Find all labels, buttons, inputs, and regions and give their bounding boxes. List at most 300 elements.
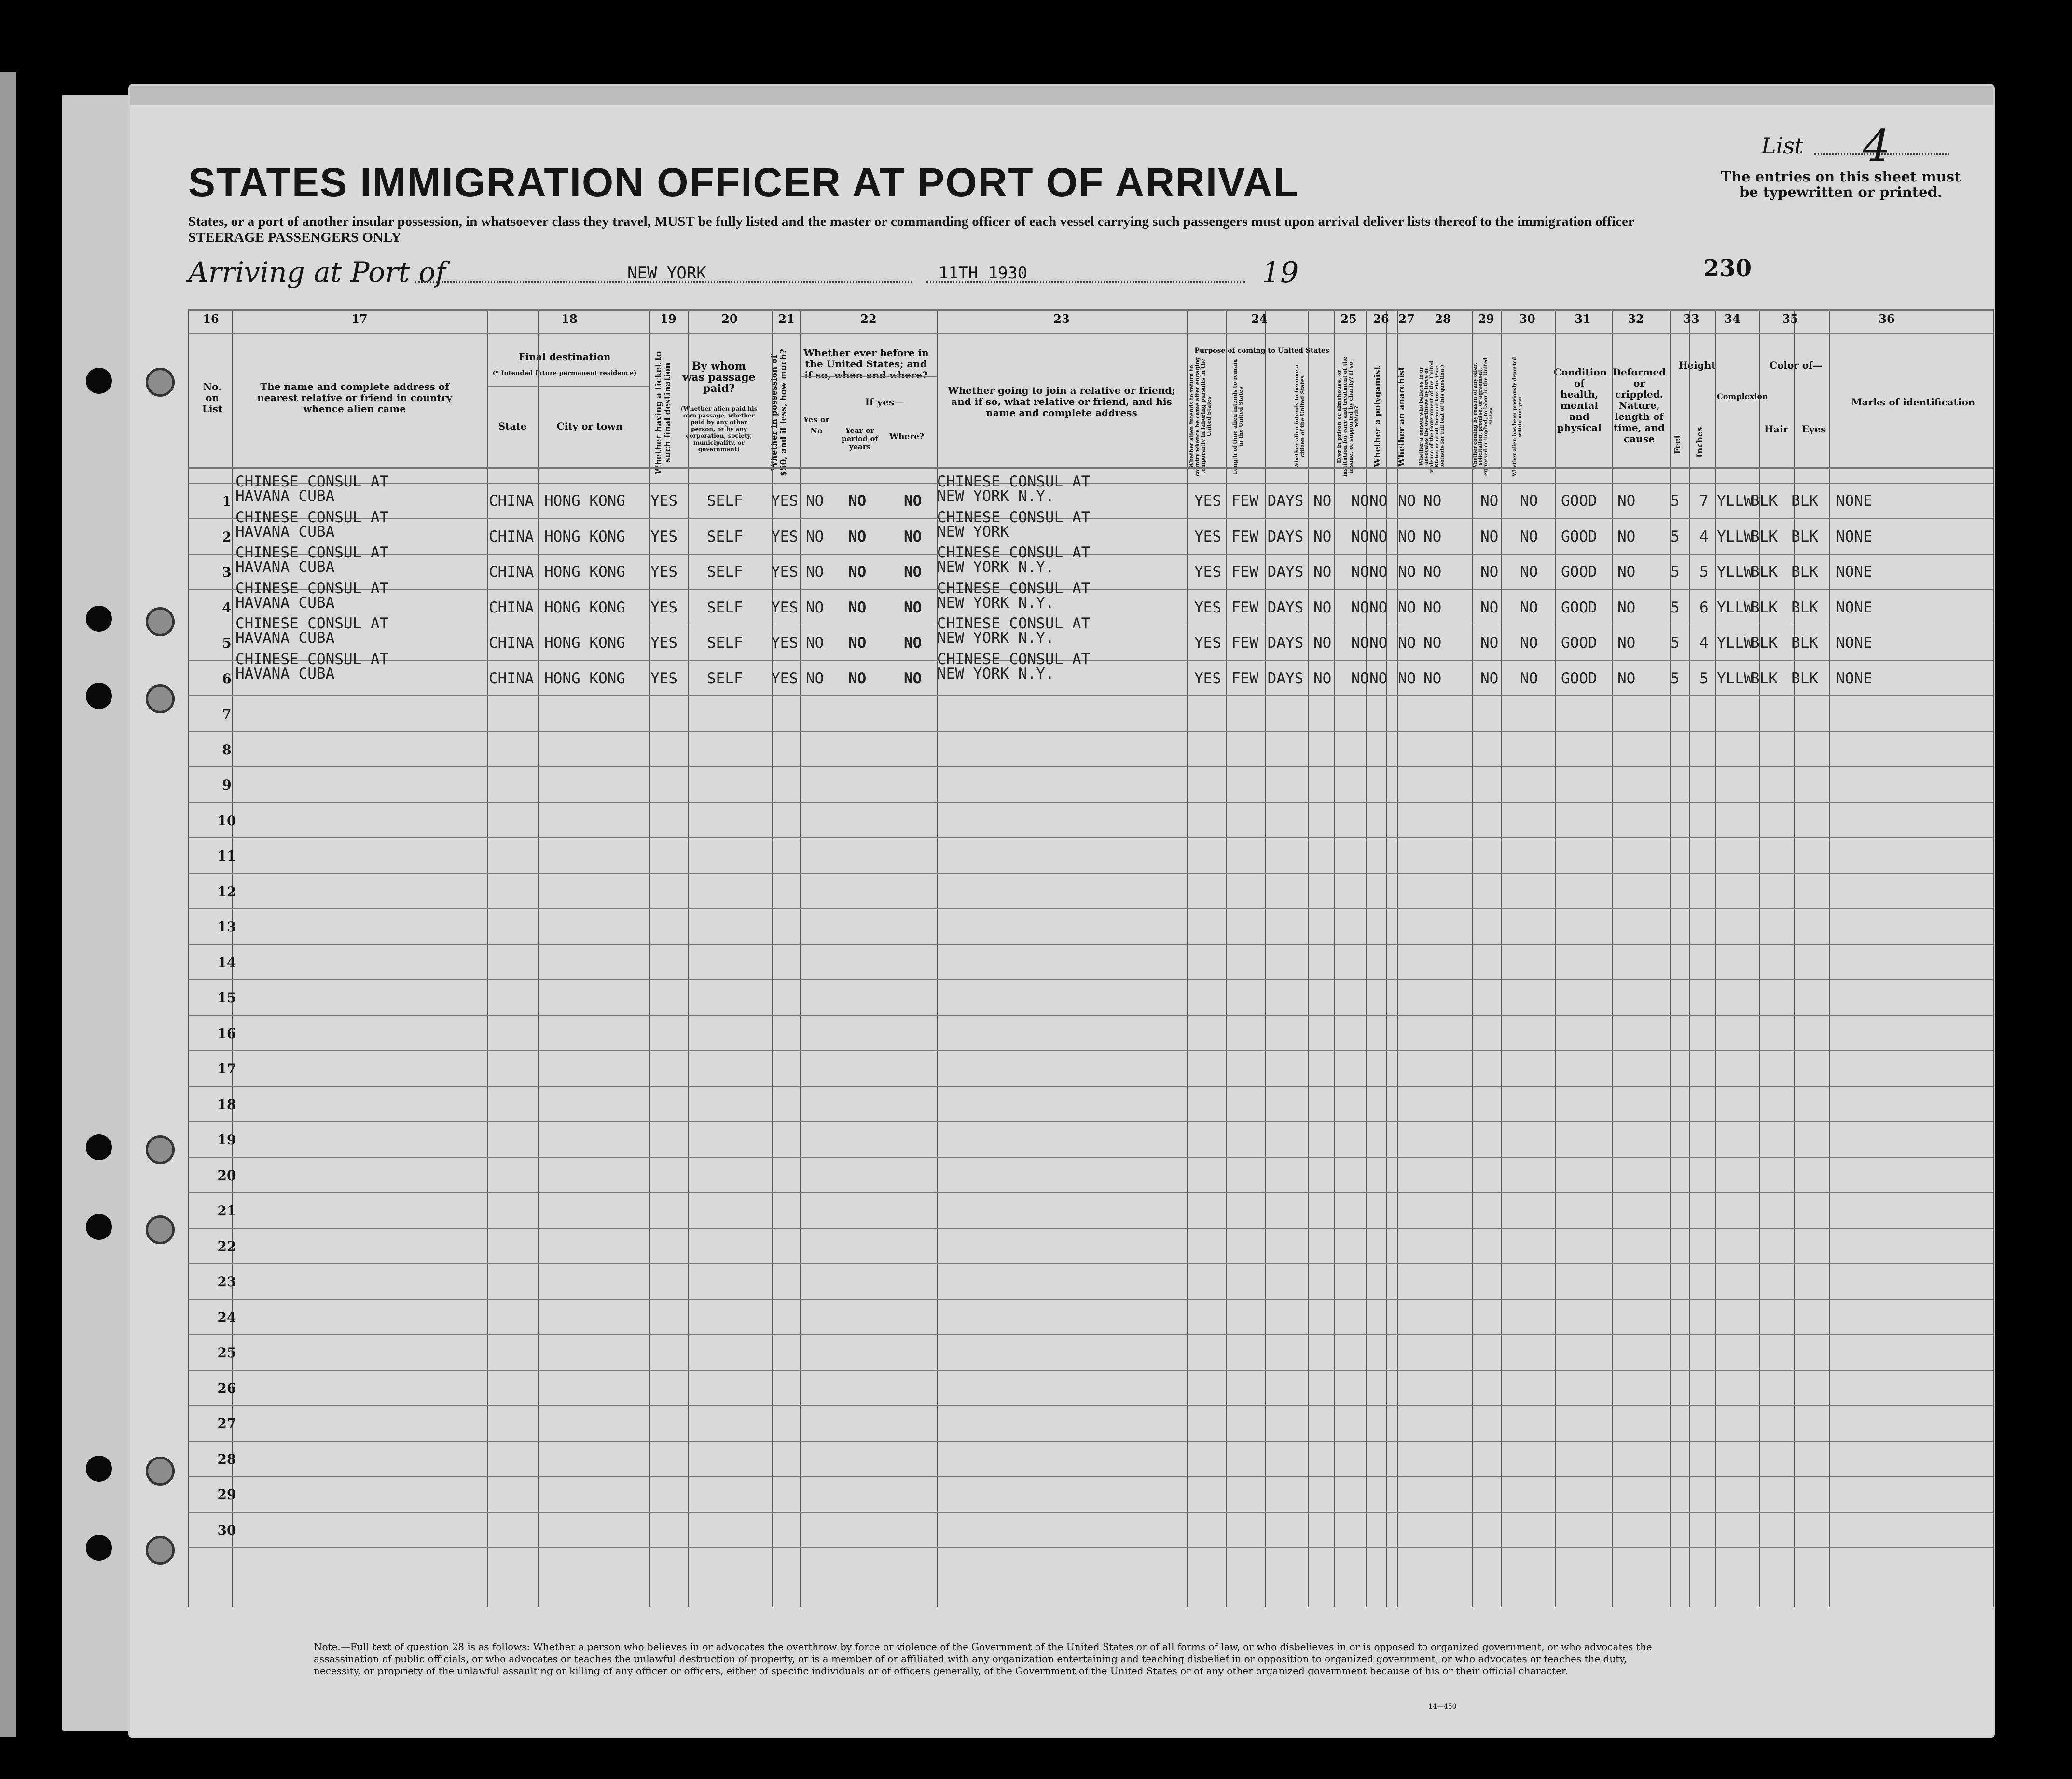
table-cell: CHINESE CONSUL AT	[235, 509, 389, 526]
table-cell: HONG KONG	[544, 599, 625, 616]
table-cell: NO	[806, 492, 824, 510]
row-number: 1	[222, 493, 232, 509]
table-cell: NONE	[1836, 492, 1872, 510]
table-cell: YES	[650, 563, 677, 581]
column-number: 16	[203, 312, 219, 326]
table-cell: NO	[1480, 670, 1499, 687]
col19-header: Whether having a ticket to such final destination	[654, 351, 673, 474]
table-cell: NO	[1398, 492, 1416, 510]
row-rule	[188, 1547, 1993, 1548]
row-rule	[188, 467, 1993, 469]
col24-header: Purpose of coming to United States	[1194, 347, 1329, 355]
table-cell: NO	[904, 634, 922, 652]
table-cell: NONE	[1836, 634, 1872, 652]
row-number: 30	[217, 1522, 236, 1538]
table-cell: NO	[904, 563, 922, 581]
table-cell: NO	[1617, 634, 1636, 652]
row-number: 21	[217, 1203, 236, 1219]
row-number: 11	[217, 848, 236, 864]
table-cell: NO	[904, 492, 922, 510]
column-number: 36	[1879, 312, 1895, 326]
row-rule	[188, 309, 1993, 311]
column-number: 33	[1683, 312, 1699, 326]
table-cell: CHINA	[489, 599, 534, 616]
row-number: 10	[217, 813, 236, 829]
row-rule	[188, 908, 1993, 909]
table-cell: NONE	[1836, 670, 1872, 687]
binder-hole	[86, 368, 112, 394]
col16-header: No. on List	[202, 381, 223, 415]
row-rule	[188, 554, 1993, 555]
row-rule	[188, 766, 1993, 767]
table-cell: NONE	[1836, 599, 1872, 616]
table-cell: NO	[1480, 599, 1499, 616]
binder-hole	[146, 368, 175, 397]
col24b-header: Length of time alien intends to remain in the United States	[1232, 359, 1244, 474]
row-number: 9	[222, 777, 232, 793]
table-cell: NO	[1313, 670, 1332, 687]
col18-city-header: City or town	[556, 420, 623, 432]
footnote: Note.—Full text of question 28 is as follows: Whether a person who believes in or advocates the overthrow by force or violence of the Government of the United States or of all forms of law, or who disbelieves in or is opposed to organized government, or who advocates the assassination of public officials, or who advocates or teaches the unlawful destruction of property, or is a member of or affiliated with any organization entertaining and teaching disbelief in or opposition to organized government, or who advocates or teaches the duty, necessity, or propriety of the unlawful assaulting or killing of any officer or officers, either of specific individuals or of officers generally, of the Government of the United States or of any other organized government because of his or their official character.	[314, 1641, 1652, 1677]
table-cell: NO	[806, 634, 824, 652]
table-cell: CHINESE CONSUL AT	[937, 509, 1091, 526]
table-cell: BLK	[1791, 634, 1818, 652]
column-rule	[1555, 309, 1556, 1607]
table-cell: GOOD	[1561, 492, 1597, 510]
col22-year: Year or period of years	[842, 426, 878, 451]
sheet-number: 230	[1703, 255, 1752, 282]
table-cell: FEW DAYS	[1231, 670, 1304, 687]
row-rule	[188, 1050, 1993, 1051]
table-cell: NO	[1520, 634, 1538, 652]
binder-hole	[86, 1535, 112, 1561]
row-rule	[188, 1192, 1993, 1193]
column-rule	[1501, 309, 1502, 1607]
table-cell: FEW DAYS	[1231, 492, 1304, 510]
table-cell: CHINESE CONSUL AT	[937, 544, 1091, 561]
sheet-top-edge	[130, 86, 1993, 105]
column-rule	[688, 309, 689, 1607]
column-rule	[188, 309, 189, 1607]
col30-header: Whether alien has been previously deported within one year	[1512, 357, 1523, 476]
table-cell: BLK	[1791, 670, 1818, 687]
list-number: 4	[1863, 121, 1891, 171]
table-cell: YES	[1194, 563, 1221, 581]
col35-hair: Hair	[1764, 423, 1788, 435]
col26-header: Whether a polygamist	[1373, 366, 1382, 467]
table-cell: 5	[1699, 670, 1709, 687]
column-number: 31	[1575, 312, 1591, 326]
table-cell: NO	[848, 563, 867, 581]
column-number: 20	[721, 312, 738, 326]
table-cell: HONG KONG	[544, 528, 625, 545]
table-cell: CHINESE CONSUL AT	[235, 544, 389, 561]
table-cell: NO	[806, 599, 824, 616]
table-cell: YES	[650, 492, 677, 510]
table-cell: YLLW	[1717, 670, 1753, 687]
table-cell: CHINESE CONSUL AT	[937, 473, 1091, 490]
col18-note: (* Intended future permanent residence)	[492, 370, 637, 377]
table-cell: NO	[1520, 528, 1538, 545]
col33-header: Height	[1678, 360, 1716, 371]
table-cell: YLLW	[1717, 492, 1753, 510]
column-rule	[1993, 309, 1994, 1607]
column-rule	[1715, 309, 1716, 1607]
table-cell: BLK	[1751, 528, 1778, 545]
column-rule	[1829, 309, 1830, 1607]
column-number: 29	[1478, 312, 1494, 326]
table-cell: CHINESE CONSUL AT	[937, 580, 1091, 597]
row-rule	[188, 1441, 1993, 1442]
table-cell: 5	[1671, 599, 1680, 616]
table-cell: NO	[1480, 563, 1499, 581]
col25-header: Ever in prison or almshouse, or institution for care and treatment of the insane, or supported by charity? If so, which?	[1336, 356, 1360, 477]
row-rule	[188, 802, 1993, 803]
table-cell: NO	[1617, 528, 1636, 545]
table-cell: HAVANA CUBA	[235, 523, 335, 541]
table-cell: NO	[806, 528, 824, 545]
col34-header: Complexion	[1717, 392, 1768, 401]
table-cell: NO	[848, 634, 867, 652]
table-cell: NEW YORK	[937, 523, 1009, 541]
column-number: 26	[1373, 312, 1389, 326]
table-cell: NO	[1398, 599, 1416, 616]
table-cell: NO	[1369, 528, 1388, 545]
column-number: 25	[1340, 312, 1357, 326]
table-cell: HONG KONG	[544, 492, 625, 510]
table-cell: SELF	[707, 634, 743, 652]
row-number: 2	[222, 529, 232, 545]
table-cell: NO	[1520, 492, 1538, 510]
table-cell: YLLW	[1717, 563, 1753, 581]
row-rule	[188, 873, 1993, 874]
table-cell: YLLW	[1717, 634, 1753, 652]
table-cell: NO	[1369, 563, 1388, 581]
row-number: 26	[217, 1380, 236, 1396]
table-cell: YES	[771, 670, 798, 687]
table-cell: YES	[1194, 670, 1221, 687]
row-rule	[800, 376, 937, 377]
column-number: 32	[1628, 312, 1644, 326]
row-number: 12	[217, 884, 236, 900]
row-number: 4	[222, 600, 232, 616]
table-cell: NO	[1351, 599, 1369, 616]
row-number: 25	[217, 1345, 236, 1361]
table-cell: GOOD	[1561, 528, 1597, 545]
table-cell: SELF	[707, 528, 743, 545]
table-cell: CHINESE CONSUL AT	[235, 473, 389, 490]
table-cell: NEW YORK N.Y.	[937, 594, 1054, 612]
list-label: List	[1761, 133, 1804, 159]
column-rule	[538, 309, 539, 1607]
table-cell: HAVANA CUBA	[235, 558, 335, 576]
table-cell: NO	[1398, 528, 1416, 545]
binder-hole	[146, 1215, 175, 1244]
col21-header: Whether in possession of $50, and if less, how much?	[770, 349, 788, 476]
col22-yesno: Yes or No	[803, 415, 829, 435]
binding-strip	[62, 95, 134, 1731]
binder-hole	[146, 1135, 175, 1164]
table-cell: NO	[1313, 563, 1332, 581]
table-cell: NO	[848, 528, 867, 545]
table-cell: BLK	[1791, 492, 1818, 510]
table-cell: NO	[1617, 670, 1636, 687]
row-number: 29	[217, 1487, 236, 1502]
table-cell: CHINA	[489, 492, 534, 510]
table-cell: HONG KONG	[544, 634, 625, 652]
table-cell: YES	[771, 599, 798, 616]
table-cell: NO	[1480, 634, 1499, 652]
table-cell: YES	[650, 634, 677, 652]
table-cell: FEW DAYS	[1231, 563, 1304, 581]
table-cell: NO	[848, 670, 867, 687]
row-rule	[188, 518, 1993, 519]
table-cell: HONG KONG	[544, 563, 625, 581]
row-number: 17	[217, 1061, 236, 1077]
binder-hole	[86, 1456, 112, 1482]
table-cell: 5	[1699, 563, 1709, 581]
row-rule	[188, 333, 1993, 334]
table-cell: NO	[1520, 670, 1538, 687]
col24a-header: Whether alien intends to return to country whence he came after engaging temporarily in laboring pursuits in the United States	[1188, 357, 1212, 476]
col35-eyes: Eyes	[1801, 423, 1826, 435]
row-rule	[188, 695, 1993, 696]
table-cell: GOOD	[1561, 563, 1597, 581]
table-cell: YES	[771, 563, 798, 581]
col20-note: (Whether alien paid his own passage, whether paid by any other person, or by any corporation, society, municipality, or government)	[680, 405, 758, 453]
table-cell: 5	[1671, 492, 1680, 510]
table-cell: NO	[848, 492, 867, 510]
table-cell: YES	[650, 599, 677, 616]
binder-hole	[146, 607, 175, 636]
table-cell: CHINESE CONSUL AT	[235, 580, 389, 597]
table-cell: NO	[1480, 528, 1499, 545]
row-rule	[188, 660, 1993, 661]
table-cell: NO	[1423, 528, 1442, 545]
table-cell: 7	[1699, 492, 1709, 510]
col24c-header: Whether alien intends to become a citizen of the United States	[1294, 364, 1306, 469]
row-rule	[188, 1157, 1993, 1158]
column-number: 22	[860, 312, 877, 326]
table-cell: FEW DAYS	[1231, 528, 1304, 545]
row-number: 18	[217, 1097, 236, 1112]
table-cell: YES	[650, 528, 677, 545]
column-number: 34	[1724, 312, 1740, 326]
table-cell: NO	[1369, 492, 1388, 510]
row-rule	[188, 1405, 1993, 1406]
table-cell: FEW DAYS	[1231, 599, 1304, 616]
table-cell: BLK	[1791, 599, 1818, 616]
binder-hole	[86, 683, 112, 709]
table-cell: YES	[1194, 634, 1221, 652]
row-number: 7	[222, 706, 232, 722]
column-number: 28	[1435, 312, 1451, 326]
column-number: 23	[1053, 312, 1070, 326]
column-number: 18	[561, 312, 578, 326]
table-cell: CHINESE CONSUL AT	[235, 651, 389, 668]
binder-hole	[146, 1536, 175, 1565]
table-cell: GOOD	[1561, 670, 1597, 687]
column-rule	[649, 309, 650, 1607]
col20-header: By whom was passage paid?	[682, 360, 756, 395]
column-number: 19	[660, 312, 677, 326]
table-cell: NONE	[1836, 528, 1872, 545]
page-title: STATES IMMIGRATION OFFICER AT PORT OF ARRIVAL	[188, 160, 1299, 205]
table-cell: NO	[1398, 563, 1416, 581]
col22-header: Whether ever before in the United States; and if so, when and where?	[803, 347, 929, 381]
table-cell: 4	[1699, 528, 1709, 545]
table-cell: YES	[1194, 599, 1221, 616]
table-cell: NO	[1617, 563, 1636, 581]
table-cell: NEW YORK N.Y.	[937, 558, 1054, 576]
table-cell: NO	[1480, 492, 1499, 510]
column-rule	[1334, 309, 1335, 1607]
binder-hole	[86, 606, 112, 632]
table-cell: SELF	[707, 563, 743, 581]
table-cell: NO	[1313, 634, 1332, 652]
row-rule	[188, 1015, 1993, 1016]
table-cell: HONG KONG	[544, 670, 625, 687]
row-number: 19	[217, 1132, 236, 1148]
row-number: 5	[222, 635, 232, 651]
table-cell: NO	[1351, 670, 1369, 687]
row-rule	[188, 944, 1993, 945]
table-cell: NO	[1520, 599, 1538, 616]
table-cell: NO	[1369, 634, 1388, 652]
table-cell: NO	[848, 599, 867, 616]
table-cell: 5	[1671, 563, 1680, 581]
row-rule	[188, 1476, 1993, 1477]
column-rule	[487, 309, 488, 1607]
table-cell: CHINA	[489, 528, 534, 545]
row-rule	[188, 1512, 1993, 1513]
row-number: 20	[217, 1167, 236, 1183]
col18-state-header: State	[498, 420, 527, 432]
table-cell: CHINA	[489, 670, 534, 687]
table-cell: NO	[1351, 528, 1369, 545]
table-cell: GOOD	[1561, 599, 1597, 616]
row-rule	[188, 1334, 1993, 1335]
column-rule	[1472, 309, 1473, 1607]
table-cell: BLK	[1791, 528, 1818, 545]
table-cell: NO	[1423, 599, 1442, 616]
table-cell: CHINA	[489, 563, 534, 581]
table-cell: NO	[1369, 670, 1388, 687]
row-number: 16	[217, 1026, 236, 1042]
typewritten-note: The entries on this sheet must be typewritten or printed.	[1721, 168, 1961, 200]
col28-header: Whether a person who believes in or advocates the overthrow by force or violence of the Government of the United States or of all forms of law, etc. (See footnote for full text of this question.)	[1419, 360, 1445, 473]
table-cell: YES	[771, 634, 798, 652]
table-cell: HAVANA CUBA	[235, 665, 335, 682]
table-cell: SELF	[707, 670, 743, 687]
column-rule	[800, 309, 801, 1607]
row-rule	[188, 589, 1993, 590]
column-number: 30	[1519, 312, 1535, 326]
row-number: 23	[217, 1274, 236, 1290]
table-cell: FEW DAYS	[1231, 634, 1304, 652]
table-cell: SELF	[707, 599, 743, 616]
row-number: 24	[217, 1309, 236, 1325]
table-cell: HAVANA CUBA	[235, 487, 335, 505]
row-rule	[188, 1228, 1993, 1229]
row-number: 3	[222, 564, 232, 580]
table-cell: NO	[904, 599, 922, 616]
table-cell: NO	[1423, 492, 1442, 510]
table-cell: GOOD	[1561, 634, 1597, 652]
date-value: 11TH 1930	[939, 264, 1028, 283]
row-number: 15	[217, 990, 236, 1006]
table-cell: YES	[1194, 492, 1221, 510]
arriving-label: Arriving at Port of	[188, 256, 446, 289]
table-cell: BLK	[1751, 599, 1778, 616]
manifest-table	[188, 309, 1993, 1607]
table-cell: NO	[806, 670, 824, 687]
row-rule	[188, 1299, 1993, 1300]
passenger-class-line: STEERAGE PASSENGERS ONLY	[188, 230, 401, 245]
table-cell: BLK	[1791, 563, 1818, 581]
row-number: 13	[217, 919, 236, 935]
col32-header: Deformed or crippled. Nature, length of time, and cause	[1612, 366, 1666, 445]
table-cell: NO	[1423, 634, 1442, 652]
table-cell: CHINA	[489, 634, 534, 652]
table-cell: CHINESE CONSUL AT	[937, 651, 1091, 668]
table-cell: NO	[904, 528, 922, 545]
form-number: 14—450	[1428, 1703, 1457, 1710]
table-cell: NO	[1617, 492, 1636, 510]
column-number: 17	[351, 312, 368, 326]
row-number: 8	[222, 742, 232, 758]
row-rule	[188, 731, 1993, 732]
table-cell: YLLW	[1717, 528, 1753, 545]
table-cell: SELF	[707, 492, 743, 510]
binder-hole	[86, 1134, 112, 1160]
table-cell: NO	[1398, 670, 1416, 687]
table-cell: YES	[1194, 528, 1221, 545]
col17-header: The name and complete address of nearest relative or friend in country whence alien came	[257, 381, 452, 415]
table-cell: 5	[1671, 670, 1680, 687]
col33-feet: Feet	[1673, 434, 1683, 455]
table-cell: NO	[1351, 492, 1369, 510]
col18-header: Final destination	[518, 351, 611, 362]
table-cell: NEW YORK N.Y.	[937, 665, 1054, 682]
column-rule	[1226, 309, 1227, 1607]
row-rule	[188, 1263, 1993, 1264]
table-cell: NO	[1520, 563, 1538, 581]
table-cell: BLK	[1751, 563, 1778, 581]
table-cell: YLLW	[1717, 599, 1753, 616]
col35-header: Color of—	[1769, 360, 1823, 371]
row-number: 27	[217, 1416, 236, 1432]
table-cell: NEW YORK N.Y.	[937, 487, 1054, 505]
table-cell: 5	[1671, 528, 1680, 545]
col36-header: Marks of identification	[1851, 396, 1975, 408]
table-cell: NO	[1313, 528, 1332, 545]
column-rule	[1187, 309, 1188, 1607]
table-cell: NO	[1398, 634, 1416, 652]
table-cell: YES	[771, 528, 798, 545]
col23-header: Whether going to join a relative or friend; and if so, what relative or friend, and his name and complete address	[948, 385, 1175, 418]
table-cell: BLK	[1751, 670, 1778, 687]
table-cell: HAVANA CUBA	[235, 594, 335, 612]
table-cell: YES	[771, 492, 798, 510]
table-cell: 4	[1699, 634, 1709, 652]
row-rule	[188, 979, 1993, 980]
table-cell: NO	[904, 670, 922, 687]
row-rule	[188, 1370, 1993, 1371]
row-rule	[487, 386, 649, 387]
table-cell: YES	[650, 670, 677, 687]
adjacent-page-edge	[0, 72, 16, 1737]
